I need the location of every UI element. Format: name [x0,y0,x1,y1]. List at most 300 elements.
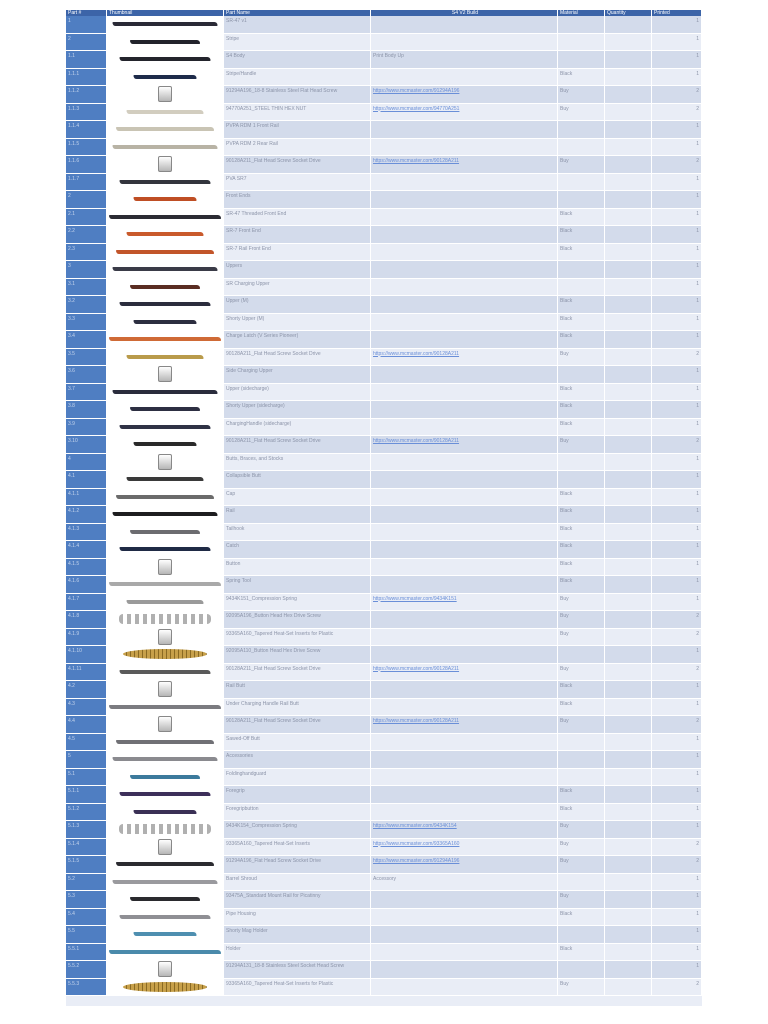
header-material[interactable]: Material [558,10,605,16]
printed-cell[interactable]: 1 [652,489,702,507]
part-name-cell[interactable]: 93365A160_Tapered Heat-Set Inserts [224,839,371,857]
material-cell[interactable]: Black [558,419,605,437]
part-number-cell[interactable]: 3 [66,261,107,279]
part-number-cell[interactable]: 5.1.1 [66,786,107,804]
part-name-cell[interactable]: Stripe [224,34,371,52]
printed-cell[interactable]: 1 [652,279,702,297]
quantity-cell[interactable] [605,244,652,262]
quantity-cell[interactable] [605,559,652,577]
printed-cell[interactable]: 1 [652,384,702,402]
part-number-cell[interactable]: 3.1 [66,279,107,297]
part-number-cell[interactable]: 1.1.4 [66,121,107,139]
table-row[interactable] [66,69,702,87]
material-cell[interactable]: Black [558,909,605,927]
table-row[interactable] [66,366,702,384]
table-row[interactable] [66,979,702,997]
material-cell[interactable] [558,191,605,209]
part-number-cell[interactable]: 1.1.5 [66,139,107,157]
part-number-cell[interactable]: 4.1.1 [66,489,107,507]
material-cell[interactable] [558,646,605,664]
table-row[interactable] [66,401,702,419]
quantity-cell[interactable] [605,314,652,332]
printed-cell[interactable]: 1 [652,576,702,594]
quantity-cell[interactable] [605,769,652,787]
purchase-link[interactable]: https://www.mcmaster.com/90128A211 [373,665,460,672]
table-row[interactable] [66,524,702,542]
link-cell[interactable] [371,664,558,682]
quantity-cell[interactable] [605,261,652,279]
part-number-cell[interactable]: 3.5 [66,349,107,367]
quantity-cell[interactable] [605,454,652,472]
table-row[interactable] [66,261,702,279]
quantity-cell[interactable] [605,349,652,367]
material-cell[interactable]: Black [558,296,605,314]
table-row[interactable] [66,699,702,717]
material-cell[interactable] [558,16,605,34]
table-row[interactable] [66,944,702,962]
quantity-cell[interactable] [605,384,652,402]
material-cell[interactable] [558,874,605,892]
part-number-cell[interactable]: 3.10 [66,436,107,454]
quantity-cell[interactable] [605,611,652,629]
printed-cell[interactable]: 1 [652,961,702,979]
printed-cell[interactable]: 1 [652,804,702,822]
table-row[interactable] [66,646,702,664]
quantity-cell[interactable] [605,891,652,909]
part-number-cell[interactable]: 4.1 [66,471,107,489]
link-cell[interactable] [371,156,558,174]
part-name-cell[interactable]: Catch [224,541,371,559]
part-name-cell[interactable]: Shorty Upper (sidecharge) [224,401,371,419]
quantity-cell[interactable] [605,104,652,122]
printed-cell[interactable]: 2 [652,716,702,734]
printed-cell[interactable]: 1 [652,174,702,192]
purchase-link[interactable]: https://www.mcmaster.com/94770A251 [373,105,460,112]
material-cell[interactable] [558,139,605,157]
material-cell[interactable]: Buy [558,86,605,104]
header-part-number[interactable]: Part # [66,10,107,16]
printed-cell[interactable]: 2 [652,839,702,857]
material-cell[interactable] [558,471,605,489]
part-number-cell[interactable]: 2.3 [66,244,107,262]
part-number-cell[interactable]: 4.1.2 [66,506,107,524]
material-cell[interactable]: Black [558,209,605,227]
part-number-cell[interactable]: 1 [66,16,107,34]
material-cell[interactable] [558,51,605,69]
material-cell[interactable]: Black [558,559,605,577]
part-name-cell[interactable]: 90128A211_Flat Head Screw Socket Drive [224,436,371,454]
part-name-cell[interactable]: Pipe Housing [224,909,371,927]
quantity-cell[interactable] [605,874,652,892]
part-name-cell[interactable]: SR Charging Upper [224,279,371,297]
part-name-cell[interactable]: 9434K151_Compression Spring [224,594,371,612]
material-cell[interactable]: Black [558,541,605,559]
part-number-cell[interactable]: 4.1.4 [66,541,107,559]
quantity-cell[interactable] [605,226,652,244]
quantity-cell[interactable] [605,419,652,437]
table-row[interactable] [66,716,702,734]
link-cell[interactable] [371,436,558,454]
header-build-title[interactable]: S4 V2 Build [371,10,558,16]
printed-cell[interactable]: 2 [652,979,702,997]
part-name-cell[interactable]: 92095A110_Button Head Hex Drive Screw [224,646,371,664]
printed-cell[interactable]: 1 [652,314,702,332]
quantity-cell[interactable] [605,716,652,734]
material-cell[interactable]: Buy [558,156,605,174]
part-number-cell[interactable]: 3.2 [66,296,107,314]
printed-cell[interactable]: 1 [652,261,702,279]
part-name-cell[interactable]: 90128A211_Flat Head Screw Socket Drive [224,156,371,174]
part-name-cell[interactable]: Barrel Shroud [224,874,371,892]
table-row[interactable] [66,891,702,909]
printed-cell[interactable]: 1 [652,944,702,962]
material-cell[interactable] [558,366,605,384]
printed-cell[interactable]: 1 [652,786,702,804]
purchase-link[interactable]: https://www.mcmaster.com/91294A196 [373,858,460,864]
part-number-cell[interactable]: 4.1.3 [66,524,107,542]
table-row[interactable] [66,104,702,122]
material-cell[interactable] [558,279,605,297]
printed-cell[interactable]: 1 [652,69,702,87]
part-name-cell[interactable]: Rail [224,506,371,524]
material-cell[interactable]: Buy [558,856,605,874]
printed-cell[interactable]: 2 [652,104,702,122]
material-cell[interactable]: Black [558,384,605,402]
table-row[interactable] [66,244,702,262]
material-cell[interactable]: Black [558,401,605,419]
material-cell[interactable]: Buy [558,629,605,647]
part-number-cell[interactable]: 5.2 [66,874,107,892]
quantity-cell[interactable] [605,629,652,647]
table-row[interactable] [66,629,702,647]
purchase-link[interactable]: https://www.mcmaster.com/90128A211 [373,350,460,357]
material-cell[interactable]: Buy [558,821,605,839]
part-number-cell[interactable]: 1.1.7 [66,174,107,192]
part-name-cell[interactable]: Charge Latch (V Series Pioneer) [224,331,371,349]
printed-cell[interactable]: 2 [652,664,702,682]
part-name-cell[interactable]: Butts, Braces, and Stocks [224,454,371,472]
quantity-cell[interactable] [605,16,652,34]
part-name-cell[interactable]: Stripe/Handle [224,69,371,87]
table-row[interactable] [66,506,702,524]
quantity-cell[interactable] [605,191,652,209]
part-name-cell[interactable]: Sawed-Off Butt [224,734,371,752]
part-number-cell[interactable]: 4.1.6 [66,576,107,594]
part-name-cell[interactable]: Upper (M) [224,296,371,314]
material-cell[interactable]: Buy [558,611,605,629]
quantity-cell[interactable] [605,944,652,962]
part-name-cell[interactable]: Foregrip [224,786,371,804]
quantity-cell[interactable] [605,296,652,314]
part-name-cell[interactable]: SR-47 v1 [224,16,371,34]
table-row[interactable] [66,314,702,332]
link-cell[interactable] [371,594,558,612]
printed-cell[interactable]: 1 [652,419,702,437]
material-cell[interactable]: Buy [558,839,605,857]
part-name-cell[interactable]: 9434K154_Compression Spring [224,821,371,839]
material-cell[interactable]: Buy [558,436,605,454]
material-cell[interactable] [558,121,605,139]
material-cell[interactable] [558,769,605,787]
part-name-cell[interactable]: 90128A211_Flat Head Screw Socket Drive [224,716,371,734]
quantity-cell[interactable] [605,331,652,349]
part-number-cell[interactable]: 5.1.3 [66,821,107,839]
printed-cell[interactable]: 1 [652,209,702,227]
material-cell[interactable]: Black [558,489,605,507]
printed-cell[interactable]: 1 [652,909,702,927]
quantity-cell[interactable] [605,209,652,227]
table-row[interactable] [66,226,702,244]
header-quantity[interactable]: Quantity [605,10,652,16]
purchase-link[interactable]: https://www.mcmaster.com/9434K154 [373,823,457,829]
quantity-cell[interactable] [605,786,652,804]
printed-cell[interactable]: 1 [652,769,702,787]
part-name-cell[interactable]: Rail Butt [224,681,371,699]
quantity-cell[interactable] [605,69,652,87]
printed-cell[interactable]: 2 [652,611,702,629]
table-row[interactable] [66,191,702,209]
quantity-cell[interactable] [605,121,652,139]
table-row[interactable] [66,594,702,612]
printed-cell[interactable]: 1 [652,926,702,944]
quantity-cell[interactable] [605,34,652,52]
part-number-cell[interactable]: 4.1.9 [66,629,107,647]
part-name-cell[interactable]: Upper (sidecharge) [224,384,371,402]
quantity-cell[interactable] [605,541,652,559]
table-row[interactable] [66,611,702,629]
printed-cell[interactable]: 1 [652,594,702,612]
table-row[interactable] [66,839,702,857]
header-printed[interactable]: Printed [652,10,702,16]
part-number-cell[interactable]: 5.1 [66,769,107,787]
quantity-cell[interactable] [605,174,652,192]
printed-cell[interactable]: 1 [652,506,702,524]
printed-cell[interactable]: 2 [652,86,702,104]
part-number-cell[interactable]: 5.5.3 [66,979,107,997]
quantity-cell[interactable] [605,699,652,717]
printed-cell[interactable]: 1 [652,121,702,139]
table-row[interactable] [66,804,702,822]
table-row[interactable] [66,349,702,367]
part-name-cell[interactable]: 90128A211_Flat Head Screw Socket Drive [224,664,371,682]
quantity-cell[interactable] [605,139,652,157]
part-name-cell[interactable]: Side Charging Upper [224,366,371,384]
material-cell[interactable]: Buy [558,594,605,612]
material-cell[interactable]: Black [558,804,605,822]
quantity-cell[interactable] [605,576,652,594]
part-name-cell[interactable]: 94770A251_STEEL THIN HEX NUT [224,104,371,122]
material-cell[interactable]: Buy [558,349,605,367]
material-cell[interactable]: Black [558,524,605,542]
part-number-cell[interactable]: 1.1.6 [66,156,107,174]
table-row[interactable] [66,926,702,944]
quantity-cell[interactable] [605,86,652,104]
table-row[interactable] [66,16,702,34]
quantity-cell[interactable] [605,436,652,454]
printed-cell[interactable]: 1 [652,821,702,839]
table-row[interactable] [66,471,702,489]
part-number-cell[interactable]: 4.1.11 [66,664,107,682]
part-number-cell[interactable]: 4.4 [66,716,107,734]
part-number-cell[interactable]: 2.1 [66,209,107,227]
table-row[interactable] [66,856,702,874]
table-row[interactable] [66,279,702,297]
part-name-cell[interactable]: 93365A160_Tapered Heat-Set Inserts for Plastic [224,629,371,647]
printed-cell[interactable]: 1 [652,734,702,752]
quantity-cell[interactable] [605,734,652,752]
quantity-cell[interactable] [605,821,652,839]
table-row[interactable] [66,961,702,979]
table-row[interactable] [66,681,702,699]
part-number-cell[interactable]: 5.1.5 [66,856,107,874]
part-name-cell[interactable]: Collapsible Butt [224,471,371,489]
part-number-cell[interactable]: 1.1 [66,51,107,69]
part-name-cell[interactable]: PVA SR7 [224,174,371,192]
table-row[interactable] [66,909,702,927]
quantity-cell[interactable] [605,664,652,682]
part-name-cell[interactable]: SR-7 Rail Front End [224,244,371,262]
printed-cell[interactable]: 2 [652,349,702,367]
part-name-cell[interactable]: Spring Tool [224,576,371,594]
part-number-cell[interactable]: 2 [66,191,107,209]
part-name-cell[interactable]: Accessories [224,751,371,769]
printed-cell[interactable]: 1 [652,226,702,244]
part-name-cell[interactable]: PVPA RDM 1 Front Rail [224,121,371,139]
quantity-cell[interactable] [605,401,652,419]
table-row[interactable] [66,559,702,577]
quantity-cell[interactable] [605,751,652,769]
quantity-cell[interactable] [605,804,652,822]
part-number-cell[interactable]: 3.9 [66,419,107,437]
table-row[interactable] [66,454,702,472]
table-row[interactable] [66,786,702,804]
table-row[interactable] [66,86,702,104]
material-cell[interactable]: Buy [558,891,605,909]
printed-cell[interactable]: 2 [652,629,702,647]
part-name-cell[interactable]: 93365A160_Tapered Heat-Set Inserts for Plastic [224,979,371,997]
part-number-cell[interactable]: 4.3 [66,699,107,717]
material-cell[interactable] [558,261,605,279]
part-name-cell[interactable]: Foldinghandguard [224,769,371,787]
printed-cell[interactable]: 1 [652,331,702,349]
table-row[interactable] [66,51,702,69]
part-number-cell[interactable]: 4.1.10 [66,646,107,664]
printed-cell[interactable]: 1 [652,524,702,542]
printed-cell[interactable]: 1 [652,366,702,384]
quantity-cell[interactable] [605,51,652,69]
part-number-cell[interactable]: 5.1.2 [66,804,107,822]
material-cell[interactable] [558,34,605,52]
part-name-cell[interactable]: Shorty Mag Holder [224,926,371,944]
printed-cell[interactable]: 1 [652,559,702,577]
part-number-cell[interactable]: 4.5 [66,734,107,752]
purchase-link[interactable]: https://www.mcmaster.com/93365A160 [373,840,460,847]
material-cell[interactable]: Black [558,681,605,699]
table-row[interactable] [66,34,702,52]
part-number-cell[interactable]: 5 [66,751,107,769]
part-name-cell[interactable]: ChargingHandle (sidecharge) [224,419,371,437]
material-cell[interactable]: Black [558,576,605,594]
printed-cell[interactable]: 1 [652,454,702,472]
part-number-cell[interactable]: 5.5.2 [66,961,107,979]
material-cell[interactable]: Black [558,314,605,332]
purchase-link[interactable]: https://www.mcmaster.com/90128A211 [373,158,460,164]
purchase-link[interactable]: https://www.mcmaster.com/91294A196 [373,88,460,94]
part-name-cell[interactable]: 91294A196_18-8 Stainless Steel Flat Head Screw [224,86,371,104]
part-name-cell[interactable]: SR-7 Front End [224,226,371,244]
material-cell[interactable] [558,454,605,472]
printed-cell[interactable]: 1 [652,681,702,699]
part-number-cell[interactable]: 5.3 [66,891,107,909]
part-name-cell[interactable]: Holder [224,944,371,962]
part-number-cell[interactable]: 1.1.3 [66,104,107,122]
part-number-cell[interactable]: 3.7 [66,384,107,402]
table-row[interactable] [66,576,702,594]
part-name-cell[interactable]: Front Ends [224,191,371,209]
table-row[interactable] [66,769,702,787]
quantity-cell[interactable] [605,926,652,944]
part-number-cell[interactable]: 5.5 [66,926,107,944]
part-number-cell[interactable]: 4.1.7 [66,594,107,612]
material-cell[interactable]: Buy [558,716,605,734]
part-number-cell[interactable]: 4.1.8 [66,611,107,629]
table-row[interactable] [66,174,702,192]
material-cell[interactable]: Black [558,786,605,804]
header-part-name[interactable]: Part Name [224,10,371,16]
quantity-cell[interactable] [605,681,652,699]
quantity-cell[interactable] [605,524,652,542]
table-row[interactable] [66,384,702,402]
purchase-link[interactable]: https://www.mcmaster.com/9434K151 [373,595,457,602]
printed-cell[interactable]: 1 [652,874,702,892]
printed-cell[interactable]: 1 [652,401,702,419]
printed-cell[interactable]: 2 [652,156,702,174]
material-cell[interactable] [558,174,605,192]
part-name-cell[interactable]: Button [224,559,371,577]
part-name-cell[interactable]: Under Charging Handle Rail Butt [224,699,371,717]
part-name-cell[interactable]: 91294A196_Flat Head Screw Socket Drive [224,856,371,874]
material-cell[interactable] [558,961,605,979]
part-name-cell[interactable]: 90128A211_Flat Head Screw Socket Drive [224,349,371,367]
part-number-cell[interactable]: 3.4 [66,331,107,349]
table-row[interactable] [66,436,702,454]
printed-cell[interactable]: 1 [652,891,702,909]
part-name-cell[interactable]: Tailhook [224,524,371,542]
printed-cell[interactable]: 1 [652,751,702,769]
printed-cell[interactable]: 1 [652,296,702,314]
printed-cell[interactable]: 1 [652,51,702,69]
part-number-cell[interactable]: 5.5.1 [66,944,107,962]
part-name-cell[interactable]: Cap [224,489,371,507]
purchase-link[interactable]: https://www.mcmaster.com/90128A211 [373,718,460,724]
material-cell[interactable]: Buy [558,979,605,997]
part-number-cell[interactable]: 4.2 [66,681,107,699]
material-cell[interactable] [558,926,605,944]
link-cell[interactable] [371,856,558,874]
part-number-cell[interactable]: 5.4 [66,909,107,927]
part-name-cell[interactable]: Uppers [224,261,371,279]
quantity-cell[interactable] [605,506,652,524]
printed-cell[interactable]: 2 [652,436,702,454]
printed-cell[interactable]: 1 [652,646,702,664]
printed-cell[interactable]: 1 [652,699,702,717]
part-number-cell[interactable]: 1.1.2 [66,86,107,104]
part-name-cell[interactable]: 91294A131_18-8 Stainless Steel Socket Head Screw [224,961,371,979]
material-cell[interactable]: Black [558,699,605,717]
header-thumbnail[interactable]: Thumbnail [107,10,224,16]
part-name-cell[interactable]: Shorty Upper (M) [224,314,371,332]
printed-cell[interactable]: 1 [652,191,702,209]
